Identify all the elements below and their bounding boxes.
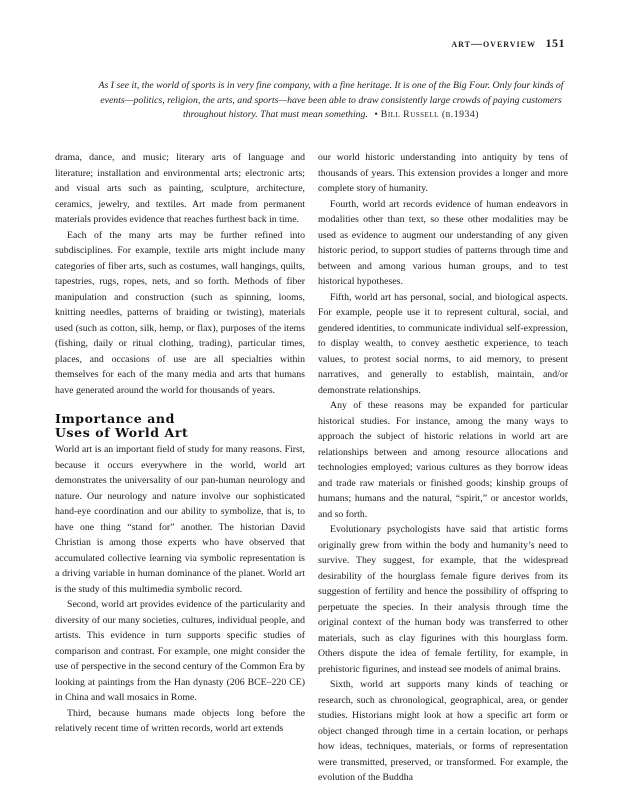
paragraph: Third, because humans made objects long before the relatively recent time of written records, world art extends bbox=[55, 707, 305, 734]
paragraph: World art is an important field of study for many reasons. First, because it occurs everywhere in the world, world art demonstrates the universality of our pan-human neurology and nature. Our neurology and nature involve our sophisticated hand-eye coordination and our ability to symbolize, that is, to have one thing “stand for” another. The historian David Christian is among those experts who have observed that accumulated collective learning via symbolic representation is a driving variable in human dominance of the planet. World art is the study of this multimedia symbolic record. bbox=[55, 444, 305, 595]
section-heading bbox=[55, 412, 305, 440]
paragraph: Sixth, world art supports many kinds of teaching or research, such as chronological, geographical, area, or gender studies. Historians might look at how a specific art form or object changed through time in a certain location, or perhaps how ideas, techniques, materials, or forms of representation were transmitted, preserved, or transformed. For example, the evolution of the Buddha bbox=[318, 679, 568, 783]
running-head bbox=[451, 36, 565, 51]
paragraph: Any of these reasons may be expanded for particular historical studies. For instance, among the many ways to approach the subject of historic relations in world art are relationships between and among resource allocations and technologies employed; various cultures as they borrow ideas and trade raw materials or finished goods; kinship groups of humans; humans and the natural, “spirit,” or ancestor worlds, and so forth. bbox=[318, 400, 568, 520]
epigraph-attribution: Bill Russell (b.1934) bbox=[380, 109, 480, 120]
section-heading-line: Importance and bbox=[55, 411, 175, 426]
right-column bbox=[318, 150, 568, 786]
paragraph: Fourth, world art records evidence of human endeavors in modalities other than text, so these other modalities may be used as evidence to augment our understanding of any given historic period, to support studies of patterns through time and between and among various human groups, and to test historical hypotheses. bbox=[318, 198, 568, 287]
paragraph: Each of the many arts may be further refined into subdisciplines. For example, textile arts might include many categories of fiber arts, such as costumes, wall hangings, quilts, tapestries, rugs, ropes, nets, and so forth. Methods of fiber manipulation and construction (such as spinning, looms, knitting needles, patterns of braiding or twisting), materials used (such as cotton, silk, hemp, or flax), purposes of the items (fishing, daily or ritual clothing, trading), particular times, places, and occasions of use are all specialties within themselves for each of the many media and arts that humans have generated around the world for thousands of years. bbox=[55, 229, 305, 396]
running-head-section: art—overview bbox=[451, 38, 536, 50]
left-column bbox=[55, 150, 305, 737]
paragraph: our world historic understanding into antiquity by tens of thousands of years. This extension provides a longer and more complete story of humanity. bbox=[318, 152, 568, 194]
epigraph-quote: As I see it, the world of sports is in very fine company, with a fine heritage. It is one of the Big Four. Only four kinds of events—politics, religion, the arts, and sports—have been able to draw consistently large crowds of paying customers throughout history. That must mean something. bbox=[98, 80, 564, 120]
epigraph bbox=[96, 79, 566, 123]
bullet-icon: • bbox=[374, 109, 378, 120]
page-number: 151 bbox=[545, 36, 565, 50]
paragraph: Second, world art provides evidence of the particularity and diversity of our many societies, cultures, individual people, and artists. This evidence in turn supports specific studies of comparison and contrast. For example, one might consider the use of perspective in the second century of the Common Era by looking at paintings from the Han dynasty (206 BCE–220 CE) in China and wall mosaics in Rome. bbox=[55, 599, 305, 703]
paragraph: Evolutionary psychologists have said that artistic forms originally grew from within the body and humanity’s need to survive. They suggest, for example, that the widespread desirability of the hourglass female figure derives from its suggestion of fertility and hence the possibility of offspring to perpetuate the species. In their analysis through time the original context of the human body was transferred to other materials, such as clay figurines with this hourglass form. Others dispute the idea of female fertility, for example, in prehistoric figurines, and instead see models of animal brains. bbox=[318, 524, 568, 675]
paragraph: Fifth, world art has personal, social, and biological aspects. For example, people use it to represent cultural, social, and gendered identities, to communicate individual self-expression, to display wealth, to convey aesthetic experience, to teach values, to protest social norms, to aid memory, to present narratives, and generally to establish, maintain, and/or demonstrate relationships. bbox=[318, 291, 568, 396]
section-heading-line: Uses of World Art bbox=[55, 425, 189, 440]
paragraph: drama, dance, and music; literary arts of language and literature; installation and environmental arts; electronic arts; and visual arts such as painting, sculpture, architecture, ceramics, jewelry, and textiles. Art made from permanent materials provides evidence that reaches furthest back in time. bbox=[55, 152, 305, 225]
